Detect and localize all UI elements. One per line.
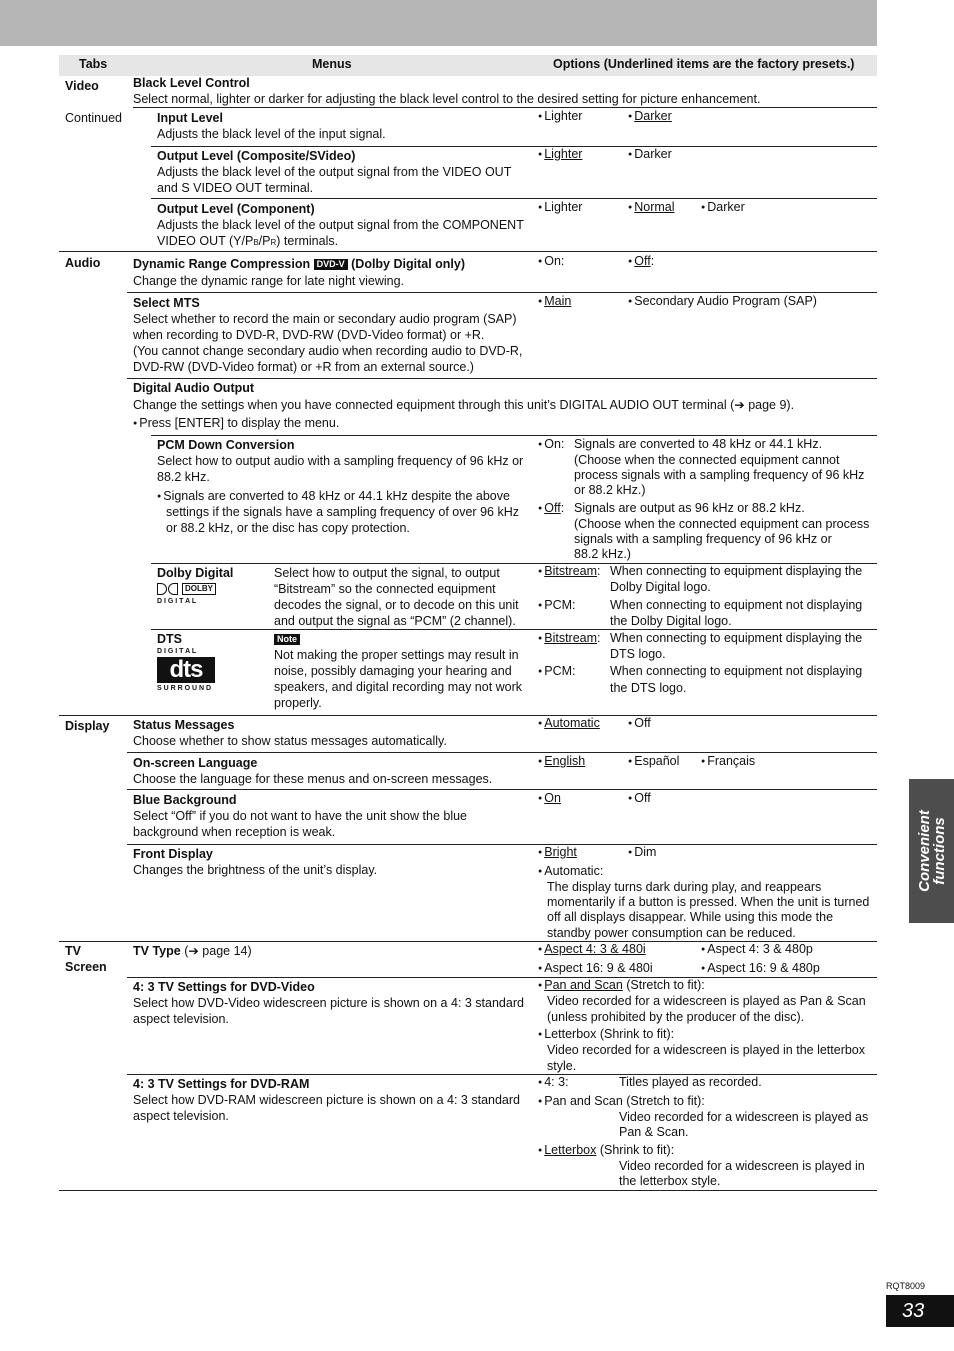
mts-title: Select MTS	[133, 296, 200, 310]
automatic-desc: standby power consumption can be reduced.	[547, 926, 796, 940]
dts-pcm-desc: the DTS logo.	[610, 681, 687, 695]
document-code: RQT8009	[886, 1281, 926, 1291]
dolby-digital-desc: decodes the signal, or to decode on this unit	[274, 598, 519, 612]
automatic-desc: off all displays disappear. While using this mode the	[547, 910, 834, 924]
dolby-digital-logo: DOLBY D I G I T A L	[157, 583, 227, 609]
option-sap: ● Secondary Audio Program (SAP)	[628, 293, 817, 310]
blue-background-title: Blue Background	[133, 793, 237, 807]
dd-option-bitstream-default: ● Bitstream:	[538, 563, 601, 580]
pan-scan-desc: (unless prohibited by the producer of the disc).	[547, 1010, 805, 1024]
dao-title: Digital Audio Output	[133, 381, 255, 395]
option-lighter: ● Lighter	[538, 199, 582, 216]
tab-audio: Audio	[65, 256, 101, 270]
divider	[127, 789, 877, 790]
table-header	[59, 55, 877, 76]
page-number: 33	[902, 1300, 925, 1322]
option-pan-scan-default: ● Pan and Scan (Stretch to fit):	[538, 977, 705, 994]
drc-title: Dynamic Range Compression DVD-V (Dolby Digital only)	[133, 257, 466, 271]
letterbox-desc: Video recorded for a widescreen is played in	[619, 1159, 865, 1173]
input-level-desc: Adjusts the black level of the input signal.	[157, 127, 386, 141]
dts-option-pcm: ● PCM:	[538, 663, 575, 680]
dd-pcm-desc: the Dolby Digital logo.	[610, 614, 732, 628]
section-divider	[59, 251, 877, 252]
option-automatic: ● Automatic:	[538, 863, 603, 880]
header-tabs: Tabs	[79, 57, 108, 71]
divider	[127, 378, 877, 379]
pcm-note: settings if the signals have a sampling frequency of over 96 kHz	[166, 505, 519, 519]
dolby-digital-desc: Select how to output the signal, to output	[274, 566, 500, 580]
dd-pcm-desc: When connecting to equipment not displaying	[610, 598, 863, 612]
dolby-digital-desc: “Bitstream” so the connected equipment	[274, 582, 496, 596]
dts-bitstream-desc: When connecting to equipment displaying the	[610, 631, 863, 645]
page-number-box	[886, 1295, 954, 1327]
divider	[133, 107, 877, 108]
dvd-video-43-desc: aspect television.	[133, 1012, 229, 1026]
section-side-tab	[909, 779, 954, 923]
dvd-video-43-desc: Select how DVD-Video widescreen picture is shown on a 4: 3 standard	[133, 996, 524, 1010]
pcm-on-desc: Signals are converted to 48 kHz or 44.1 kHz.	[574, 437, 823, 451]
dd-bitstream-desc: Dolby Digital logo.	[610, 580, 711, 594]
component-level-title: Output Level (Component)	[157, 202, 315, 216]
tab-display: Display	[65, 719, 110, 733]
drc-desc: Change the dynamic range for late night viewing.	[133, 274, 404, 288]
input-level-title: Input Level	[157, 111, 223, 125]
header-options: Options (Underlined items are the factory presets.)	[553, 57, 855, 71]
option-bright-default: ● Bright	[538, 844, 577, 861]
black-level-title: Black Level Control	[133, 76, 250, 90]
header-menus: Menus	[312, 57, 352, 71]
option-francais: ● Français	[701, 753, 755, 770]
note-text: properly.	[274, 696, 322, 710]
side-tab-line1: Convenient	[915, 810, 933, 892]
dd-option-pcm: ● PCM:	[538, 597, 575, 614]
table-bottom-border	[59, 1190, 877, 1191]
option-off: ● Off	[628, 790, 651, 807]
pcm-desc: Select how to output audio with a sampling frequency of 96 kHz or	[157, 454, 524, 468]
blue-background-desc: background when reception is weak.	[133, 825, 336, 839]
dts-title: DTS	[157, 632, 182, 646]
front-display-desc: Changes the brightness of the unit’s display.	[133, 863, 378, 877]
divider	[151, 198, 877, 199]
pcm-off-desc: Signals are output as 96 kHz or 88.2 kHz.	[574, 501, 805, 515]
note-text: Not making the proper settings may result in	[274, 648, 519, 662]
option-darker-default: ● Darker	[628, 108, 672, 125]
tab-tv: TV	[65, 944, 81, 958]
note-text: noise, possibly damaging your hearing and	[274, 664, 512, 678]
dvd-video-43-title: 4: 3 TV Settings for DVD-Video	[133, 980, 315, 994]
note-text: speakers, and digital recording may not work	[274, 680, 523, 694]
continued-label: Continued	[65, 111, 122, 125]
pcm-option-off-default: ● Off:	[538, 500, 564, 517]
front-display-title: Front Display	[133, 847, 213, 861]
side-tab-line2: functions	[930, 817, 948, 885]
mts-desc: DVD-RW (DVD-Video format) or +R from an external source.)	[133, 360, 474, 374]
option-aspect-43-480i-default: ● Aspect 4: 3 & 480i	[538, 941, 646, 958]
pcm-on-desc: (Choose when the connected equipment cannot	[574, 453, 840, 467]
option-lighter-default: ● Lighter	[538, 146, 582, 163]
option-aspect-43-480p: ● Aspect 4: 3 & 480p	[701, 941, 813, 958]
option-lighter: ● Lighter	[538, 108, 582, 125]
dvd-ram-43-desc: aspect television.	[133, 1109, 229, 1123]
black-level-desc: Select normal, lighter or darker for adjusting the black level control to the desired setting for picture enhancement.	[133, 92, 761, 106]
pcm-title: PCM Down Conversion	[157, 438, 295, 452]
option-pan-scan: ● Pan and Scan (Stretch to fit):	[538, 1093, 705, 1110]
option-normal-default: ● Normal	[628, 199, 675, 216]
note-label: Note	[274, 631, 300, 647]
option-off: ● Off	[628, 715, 651, 732]
option-espanol: ● Español	[628, 753, 679, 770]
divider	[127, 844, 877, 845]
automatic-desc: momentarily if a button is pressed. When the unit is turned	[547, 895, 870, 909]
pan-scan-desc: Pan & Scan.	[619, 1125, 689, 1139]
letterbox-desc: style.	[547, 1059, 577, 1073]
option-dim: ● Dim	[628, 844, 656, 861]
dolby-digital-title: Dolby Digital	[157, 566, 234, 580]
option-on: ● On:	[538, 253, 564, 270]
divider	[127, 1074, 877, 1075]
language-desc: Choose the language for these menus and on-screen messages.	[133, 772, 493, 786]
dvd-ram-43-title: 4: 3 TV Settings for DVD-RAM	[133, 1077, 310, 1091]
dvd-ram-43-desc: Select how DVD-RAM widescreen picture is shown on a 4: 3 standard	[133, 1093, 520, 1107]
top-banner	[0, 0, 877, 46]
tab-screen: Screen	[65, 960, 107, 974]
mts-desc: when recording to DVD-R, DVD-RW (DVD-Video format) or +R.	[133, 328, 485, 342]
automatic-desc: The display turns dark during play, and reappears	[547, 880, 822, 894]
pcm-on-desc: process signals with a sampling frequency of 96 kHz	[574, 468, 865, 482]
pcm-note: ● Signals are converted to 48 kHz or 44.1 kHz despite the above	[157, 488, 510, 505]
pan-scan-desc: Video recorded for a widescreen is played as Pan & Scan	[547, 994, 866, 1008]
option-on-default: ● On	[538, 790, 561, 807]
component-level-desc: VIDEO OUT (Y/PB/PR) terminals.	[157, 234, 339, 248]
pan-scan-desc: Video recorded for a widescreen is played as	[619, 1110, 869, 1124]
option-letterbox-default: ● Letterbox (Shrink to fit):	[538, 1142, 674, 1159]
status-messages-desc: Choose whether to show status messages automatically.	[133, 734, 447, 748]
mts-desc: Select whether to record the main or secondary audio program (SAP)	[133, 312, 517, 326]
status-messages-title: Status Messages	[133, 718, 235, 732]
option-aspect-169-480p: ● Aspect 16: 9 & 480p	[701, 960, 820, 977]
tv-type-title: TV Type (➔ page 14)	[133, 944, 252, 958]
option-43: ● 4: 3:	[538, 1074, 569, 1091]
option-off-default: ● Off:	[628, 253, 654, 270]
option-aspect-169-480i: ● Aspect 16: 9 & 480i	[538, 960, 653, 977]
dolby-digital-desc: and output the signal as “PCM” (2 channel).	[274, 614, 516, 628]
tab-video: Video	[65, 79, 99, 93]
option-43-desc: Titles played as recorded.	[619, 1075, 762, 1089]
option-main-default: ● Main	[538, 293, 571, 310]
component-level-desc: Adjusts the black level of the output signal from the COMPONENT	[157, 218, 524, 232]
pcm-desc: 88.2 kHz.	[157, 470, 210, 484]
option-darker: ● Darker	[628, 146, 672, 163]
letterbox-desc: Video recorded for a widescreen is played in the letterbox	[547, 1043, 866, 1057]
option-automatic-default: ● Automatic	[538, 715, 600, 732]
dts-pcm-desc: When connecting to equipment not displaying	[610, 664, 863, 678]
divider	[127, 752, 877, 753]
dts-option-bitstream-default: ● Bitstream:	[538, 630, 601, 647]
pcm-off-desc: signals with a sampling frequency of 96 kHz or	[574, 532, 832, 546]
blue-background-desc: Select “Off” if you do not want to have the unit show the blue	[133, 809, 467, 823]
output-level-desc: Adjusts the black level of the output signal from the VIDEO OUT	[157, 165, 512, 179]
dts-bitstream-desc: DTS logo.	[610, 647, 666, 661]
pcm-on-desc: or 88.2 kHz.)	[574, 483, 646, 497]
divider	[127, 977, 877, 978]
output-level-title: Output Level (Composite/SVideo)	[157, 149, 356, 163]
language-title: On-screen Language	[133, 756, 258, 770]
pcm-option-on: ● On:	[538, 436, 564, 453]
pcm-off-desc: (Choose when the connected equipment can process	[574, 517, 870, 531]
divider	[151, 146, 877, 147]
pcm-off-desc: 88.2 kHz.)	[574, 547, 631, 561]
option-darker: ● Darker	[701, 199, 745, 216]
section-divider	[59, 715, 877, 716]
letterbox-desc: the letterbox style.	[619, 1174, 721, 1188]
output-level-desc: and S VIDEO OUT terminal.	[157, 181, 314, 195]
pcm-note: or 88.2 kHz, or the disc has copy protection.	[166, 521, 410, 535]
option-english-default: ● English	[538, 753, 585, 770]
option-letterbox: ● Letterbox (Shrink to fit):	[538, 1026, 674, 1043]
dao-desc: Change the settings when you have connected equipment through this unit’s DIGITAL AUDIO OUT terminal (➔ page 9).	[133, 398, 795, 412]
dvd-v-badge: DVD-V	[314, 259, 348, 270]
dd-bitstream-desc: When connecting to equipment displaying the	[610, 564, 863, 578]
dts-logo: D I G I T A L dts S U R R O U N D	[157, 648, 219, 694]
dao-press-note: ● Press [ENTER] to display the menu.	[133, 415, 339, 432]
mts-desc: (You cannot change secondary audio when recording audio to DVD-R,	[133, 344, 523, 358]
